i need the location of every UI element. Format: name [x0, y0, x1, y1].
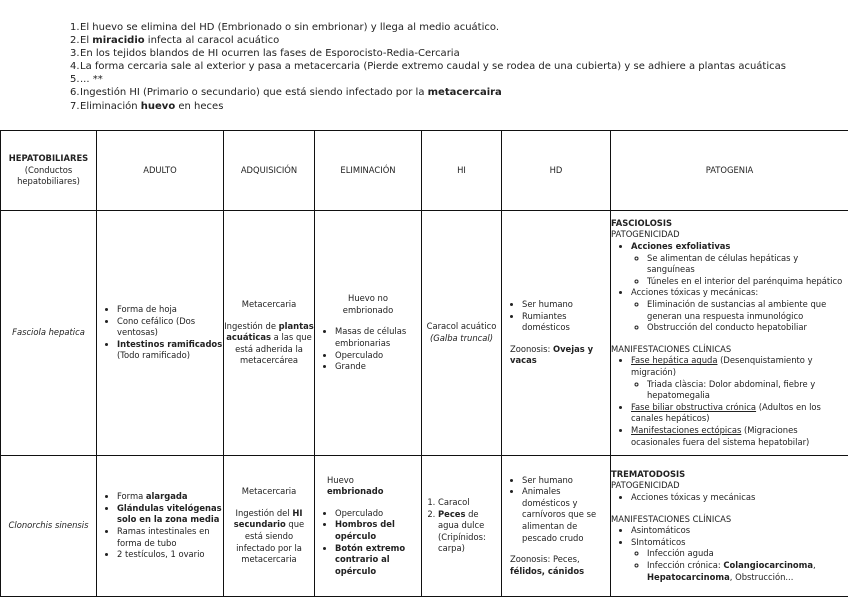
- step-item: 2.El miracidio infecta al caracol acuático: [70, 35, 280, 47]
- fasciola-hd: • Ser humano • Rumiantes domésticos Zoonosis: Ovejas y vacas: [502, 211, 611, 456]
- clonorchis-hd: • Ser humano • Animales domésticos y carnívoros que se alimentan de pescado crudo Zoonosis: Peces, félidos, cánidos: [502, 456, 611, 597]
- table-row: [1, 211, 848, 456]
- header-hd: HD: [502, 131, 611, 211]
- step-item: 1.El huevo se elimina del HD (Embrionado o sin embrionar) y llega al medio acuático.: [70, 22, 499, 33]
- clonorchis-adulto: • Forma alargada • Glándulas vitelógenas solo en la zona media • Ramas intestinales en forma de tubo • 2 testículos, 1 ovario: [97, 456, 224, 597]
- fasciola-adquisicion: Metacercaria Ingestión de plantas acuáticas a las que está adherida la metacercárea: [224, 211, 315, 456]
- fasciola-adulto: • Forma de hoja • Cono cefálico (Dos ventosas) • Intestinos ramificados (Todo ramificado): [97, 211, 224, 456]
- table-row: [1, 456, 848, 597]
- step-item: 7.Eliminación huevo en heces: [70, 100, 224, 112]
- header-patogenia: PATOGENIA: [611, 131, 848, 211]
- header-adulto: ADULTO: [97, 131, 224, 211]
- fasciola-hi: Caracol acuático (Galba truncal): [422, 211, 502, 456]
- header-hepatobiliares: HEPATOBILIARES (Conductos hepatobiliares): [1, 131, 97, 211]
- table-header-row: [1, 131, 848, 211]
- steps-list: [70, 21, 786, 113]
- clonorchis-patogenia: TREMATODOSIS PATOGENICIDAD • Acciones tóxicas y mecánicas MANIFESTACIONES CLÍNICAS • Asintomáticos • SIntomáticos ◦ Infección aguda ◦ Infección crónica: Colangiocarcinoma, Hepatocarcinoma, Obstrucción...: [611, 456, 848, 597]
- species-clonorchis: Clonorchis sinensis: [1, 456, 97, 597]
- parasites-table: [0, 130, 848, 597]
- fasciola-eliminacion: Huevo no embrionado • Masas de células embrionarias • Operculado • Grande: [315, 211, 422, 456]
- step-item: 6.Ingestión HI (Primario o secundario) que está siendo infectado por la metacercaira: [70, 87, 502, 99]
- fasciola-patogenia: FASCIOLOSIS PATOGENICIDAD • Acciones exfoliativas ◦ Se alimentan de células hepáticas y sanguíneas ◦ Túneles en el interior del parénquima hepático • Acciones tóxicas y mecánicas: ◦ Eliminación de sustancias al ambiente que generan una respuesta inmunológico ◦ Obstrucción del conducto hepatobiliar MANIFESTACIONES CLÍNICAS • Fase hepática aguda (Desenquistamiento y migración) ◦ Triada clàscia: Dolor abdominal, fiebre y hepatomegalia • Fase biliar obstructiva crónica (Adultos en los canales hepáticos) • Manifestaciones ectópicas (Migraciones ocasionales fuera del sistema hepatobilar): [611, 211, 848, 456]
- step-item: 3.En los tejidos blandos de HI ocurren las fases de Esporocisto-Redia-Cercaria: [70, 48, 460, 60]
- clonorchis-eliminacion: Huevo embrionado • Operculado • Hombros del opérculo • Botón extremo contrario al opérculo: [315, 456, 422, 597]
- header-hi: HI: [422, 131, 502, 211]
- header-eliminacion: ELIMINACIÓN: [315, 131, 422, 211]
- clonorchis-adquisicion: Metacercaria Ingestión del HI secundario que está siendo infectado por la metacercaria: [224, 456, 315, 597]
- clonorchis-hi: 1. Caracol 2. Peces de agua dulce (Cripínidos: carpa): [422, 456, 502, 597]
- step-item: 5.... **: [70, 74, 103, 86]
- species-fasciola: Fasciola hepatica: [1, 211, 97, 456]
- header-adquisicion: ADQUISICIÓN: [224, 131, 315, 211]
- step-item: 4.La forma cercaria sale al exterior y pasa a metacercaria (Pierde extremo caudal y se rodea de una cubierta) y se adhiere a plantas acuáticas: [70, 61, 786, 73]
